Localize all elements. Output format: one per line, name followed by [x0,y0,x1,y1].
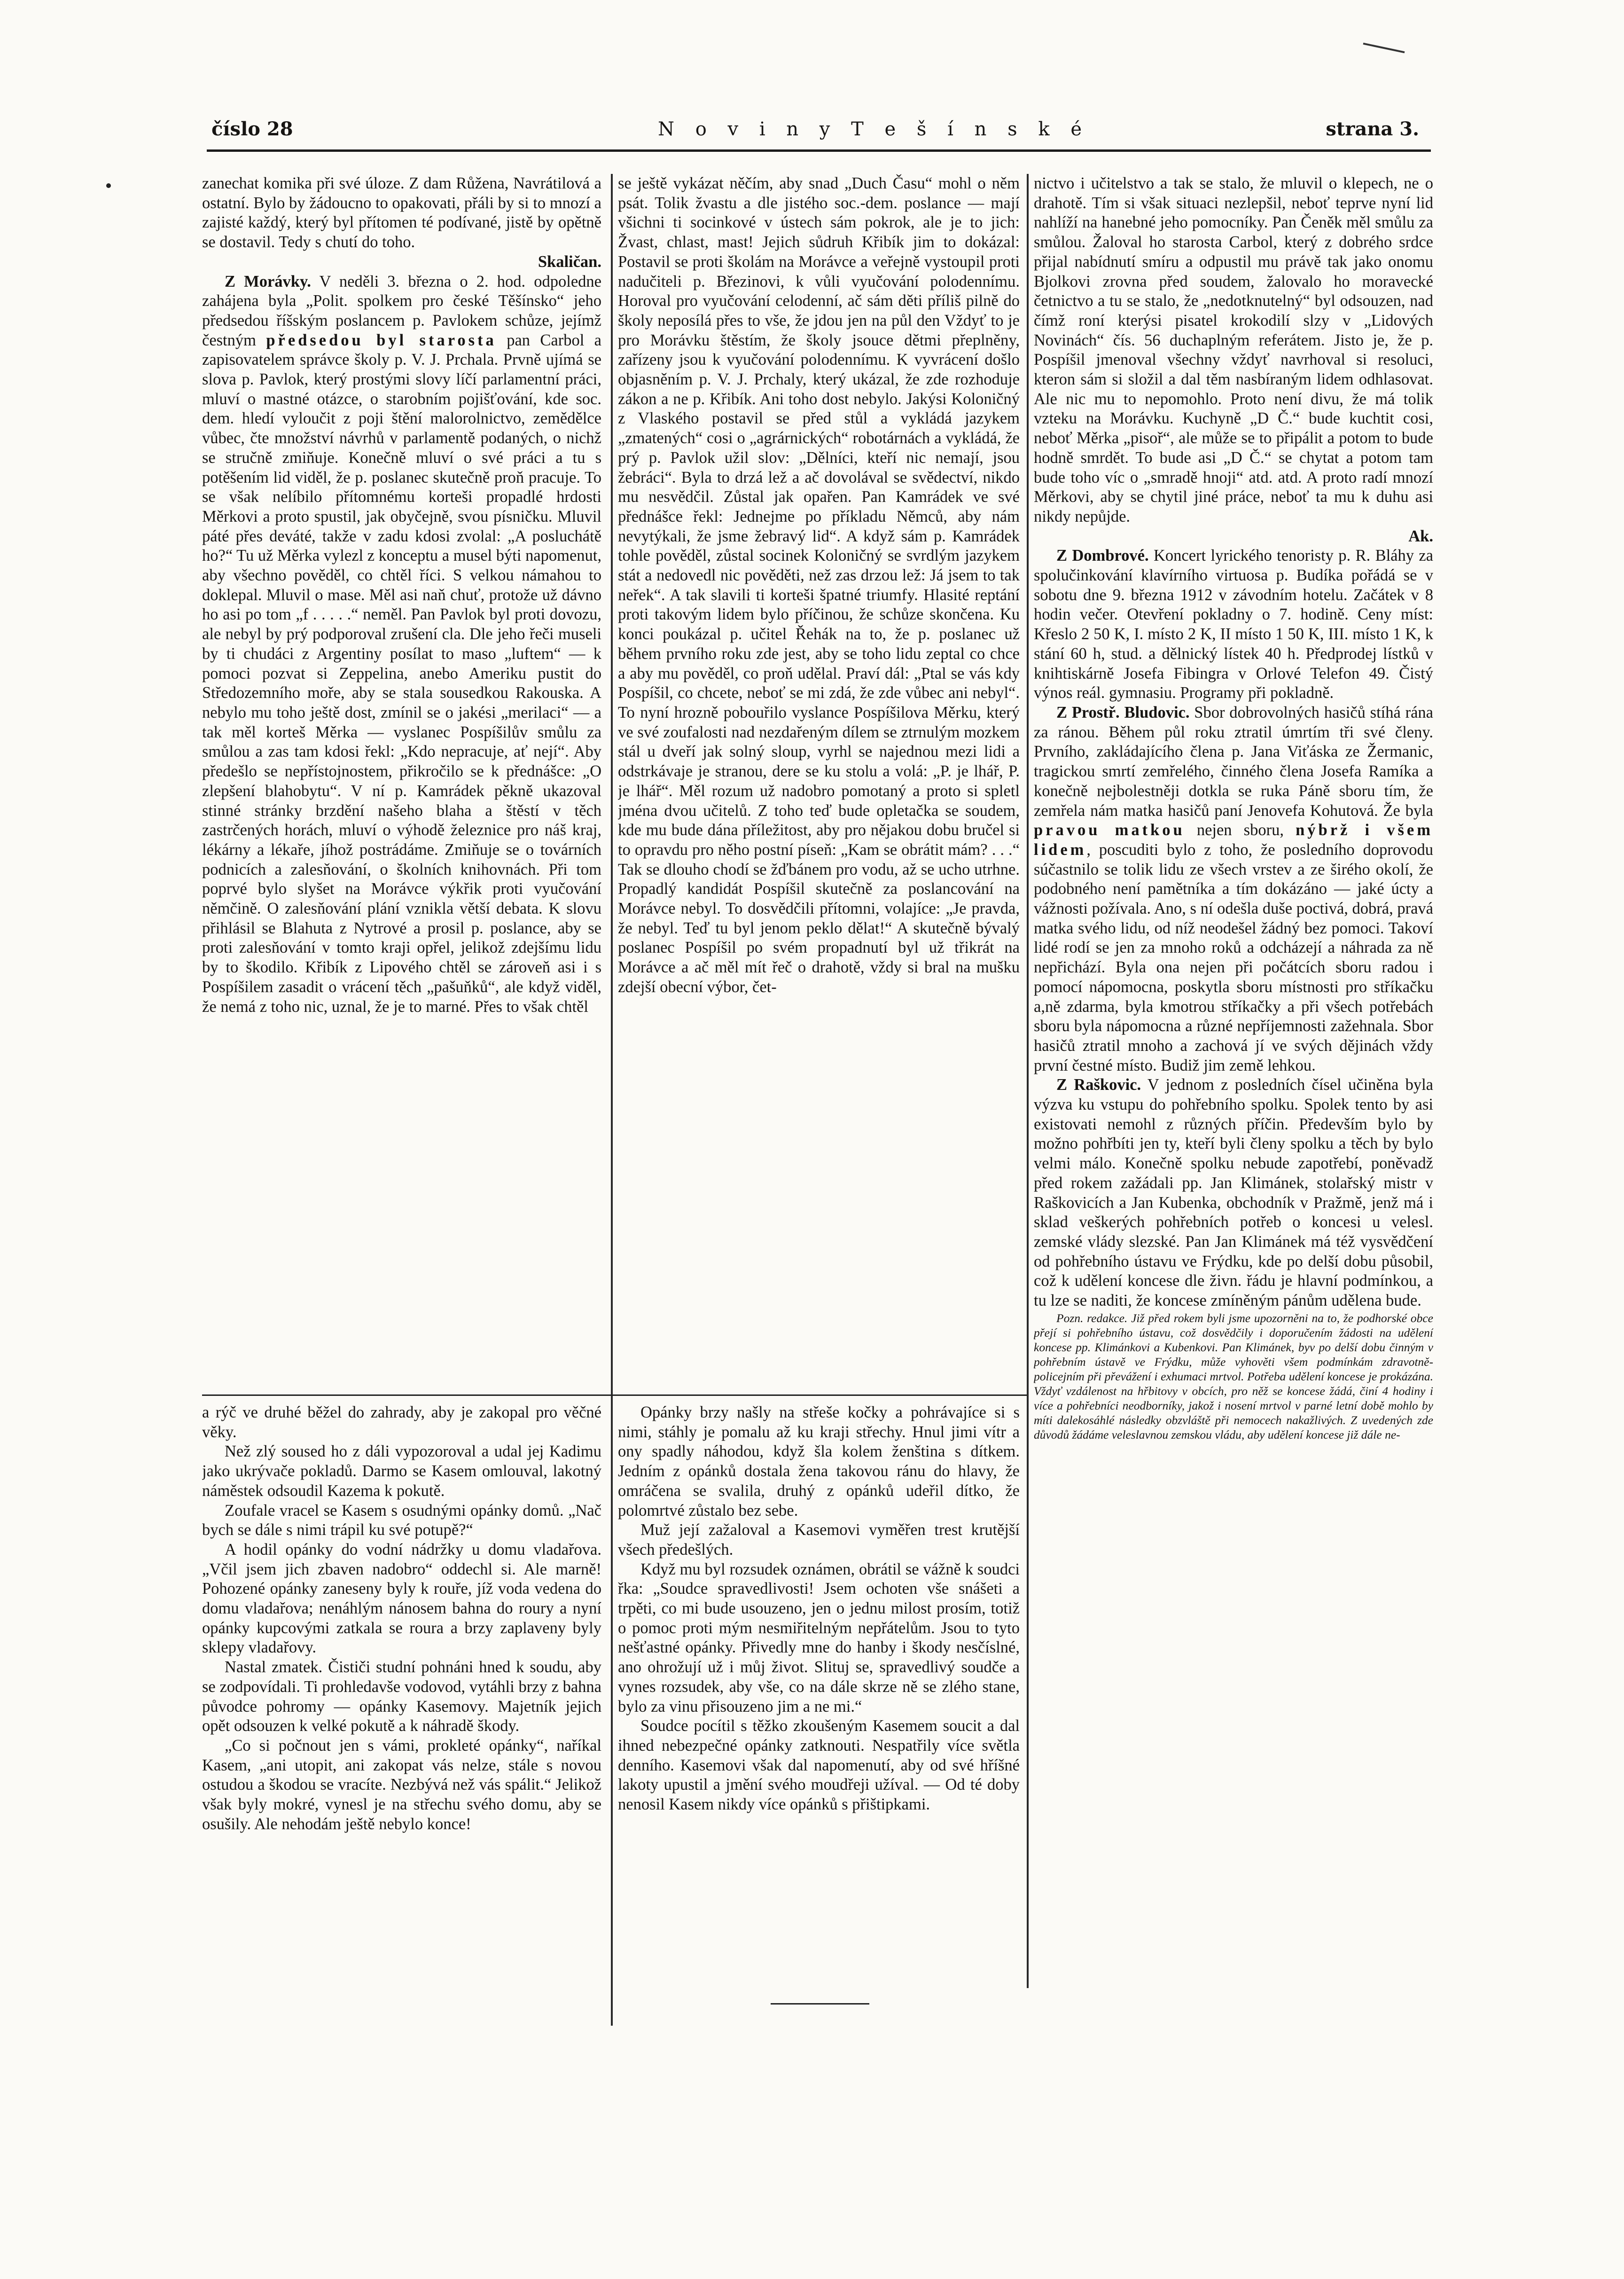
column-1-bottom [202,1403,601,2014]
article-signature: Skaličan. [538,252,601,271]
editorial-note: Pozn. redakce. Již před rokem byli jsme upozorněni na to, že podhorské obce přejí si pohřebního ústavu, což dosvědčily i doporučením žádosti na udělení koncese pp. Klimánkovi a Kubenkovi. Pan Klimánek, byv po delší dobu činným v pohřebním ústavě ve Frýdku, může vyhověti všem podmínkám zdravotně-policejním při převážení i exhumaci mrtvol. Potřeba udělení koncese je prokázána. Vždyť vzdálenost na hřbitovy v obcích, pro něž se koncese žádá, činí 4 hodiny i více a pohřebníci neodborníky, jakož i nosení mrtvol v parné letní době mohlo by míti dalekosáhlé následky obzvláště při nemocech nakažlivých. Z uvedených zde důvodů žádáme veleslavnou zemskou vládu, aby udělení koncese již dále ne- [1034,1311,1433,1441]
article-paragraph: se ještě vykázat něčím, aby snad „Duch Času“ mohl o něm psát. Tolik žvastu a dle jistého soc.-dem. poslance — mají všichni ti socinkové v ústech sám pokrok, ale je to jich: Žvast, chlast, mast! Jejich sůdruh Křibík jim to dokázal: Postavil se proti školám na Morávce a veřejně vystoupil proti nadučiteli p. Březinovi, k vůli vyučování polodennímu. Horoval pro vyučování celodenní, ač sám děti příliš pilně do školy neposílá přes to vše, že jdou jen na půl den Vždyť to je pro Morávku štěstím, že školy jsouce dětmi přeplněny, zařízeny jsou k vyučování polodennímu. K vyvrácení došlo objasněním p. V. J. Prchaly, který ukázal, že zde rozhoduje zákon a ne p. Křibík. Ani toho dost nebylo. Jakýsi Koloničný z Vlaského postavil se před stůl a vykládá jazykem „zmatených“ cosi o „agrárnických“ robotárnách a vykládá, že prý p. Pavlok užil slov: „Dělníci, kteří nic nemají, jsou žebráci“. Byla to drzá lež a ač dovolával se svědectví, nikdo mu nesvědčil. Zůstal jak opařen. Pan Kamrádek ve své přednášce řekl: Jednejme po příkladu Němců, aby nám nevytýkali, že jsme žebravý lid“. A když sám p. Kamrádek tohle pověděl, zůstal socinek Koloničný se svrdlým jazykem stát a nedovedl nic pověděti, než zas drzou lež: Já jsem to tak neřek“. A tak slavili ti korteši špatné triumfy. Hlasité reptání proti takovým lidem bylo příčinou, že schůze skončena. Ku konci poukázal p. učitel Řehák na to, že p. poslanec už během prvního roku zde jest, aby se toho lidu zeptal co chce a aby mu pověděl, co proň udělal. Praví dál: „Ptal se vás kdy Pospíšil, co chcete, neboť se mi zdá, že zde vůbec ani nebyl“. To nyní hrozně pobouřilo vyslance Pospíšilova Měrku, který ve své zoufalosti nad nezdařeným dílem se ztrnulým mozkem stál u dveří jak solný sloup, vyrhl se najednou mezi lidi a odstrkávaje je stranou, dere se ku stolu a volá: „P. je lhář, P. je lhář“. Měl rozum už nadobro pomotaný a proto si spletl jména dvou učitelů. Z toho teď bude opletačka se soudem, kde mu bude dána příležitost, aby pro nějakou dobu bručel si to opravdu pro něho postní píseň: „Kam se obrátit mám? . . .“ Tak se dlouho chodí se žďbánem pro vodu, až se ucho utrhne. Propadlý kandidát Pospíšil skutečně za poslancování na Morávce nebyl. To dosvědčili přítomni, volajíce: „Je pravda, že nebyl. Teď tu byl jenom peklo dělat!“ A skutečně bývalý poslanec Pospíšil po svém propadnutí byl už třikrát na Morávce a ač měl mít řeč o drahotě, vždy si bral na mušku zdejší obecní výbor, čet- [618,174,1020,996]
spaced-text: pravou matkou [1034,821,1185,839]
story-paragraph: A hodil opánky do vodní nádržky u domu vladařova. „Včil jsem jich zbaven nadobro“ oddechl si. Ale marně! Pohozené opánky zaneseny byly k rouře, jíž voda vedena do domu vladařova; nenáhlým nánosem bahna do roury a nyní opánky kupcovými zatkala se roura a brzy zaplaveny byly sklepy vladařovy. [202,1540,601,1657]
story-paragraph: Když mu byl rozsudek oznámen, obrátil se vážně k soudci řka: „Soudce spravedlivosti! Jsem ochoten vše snášeti a trpěti, co mi bude usouzeno, jen o jednu milost prosím, totiž o pomoc proti mým nesmiřitelným nepřátelům. Jsou to tyto nešťastné opánky. Přivedly mne do hanby i škody nesčíslné, ano ohrožují už i můj život. Slituj se, spravedlivý soudče a vynes rozsudek, aby vše, co na dále skrze ně se zlého stane, bylo za vinu přisouzeno jim a ne mi.“ [618,1560,1020,1715]
story-paragraph: Soudce pocítil s těžko zkoušeným Kasemem soucit a dal ihned nebezpečné opánky zatknouti. Nespatřily více světla denního. Kasemovi však dal napomenutí, aby od své hříšné lakoty upustil a jmění svého moudřeji užíval. — Od té doby nenosil Kasem nikdy více opánků s přištipkami. [618,1717,1020,1814]
article-dombrova [1034,546,1433,703]
article-paragraph: nictvo i učitelstvo a tak se stalo, že mluvil o klepech, ne o drahotě. Tím si však situaci nezlepšil, neboť teprve nyní lid nahlíží na hanebné jeho pomocníky. Pan Čeněk měl smůlu za smůlou. Žaloval ho starosta Carbol, který z dobrého srdce přijal nabídnutí smíru a odpustil mu právě tak jako onomu Bjolkovi zrovna před soudem, žalovalo ho moravecké četnictvo a tu se stalo, že „nedotknutelný“ byl odsouzen, nad čímž roní kterýsi pisatel krokodilí slzy v „Lidových Novinách“ čís. 56 duchaplným referátem. Jisto je, že p. Pospíšil jmenoval všechny vždyť navrhoval si resoluci, kteron sám si složil a dal těm nasbíraným lidem odhlasovat. Ale nic mu to nepomohlo. Proto není divu, že má tolik vzteku na Morávku. Kuchyně „D Č.“ bude kuchtit cosi, neboť Měrka „pisoř“, ale může se to připálit a potom to bude hodně smrdět. To bude asi „D Č.“ se chytat a potom tam bude toho víc o „smradě hnoji“ atd. atd. A proto radí mnozí Měrkovi, aby se chytil jiné práce, neboť ta mu k duhu asi nikdy nepůjde. [1034,174,1433,525]
column-rule-2 [1027,174,1029,1988]
page-header [202,113,1424,146]
story-paragraph: Než zlý soused ho z dáli vypozoroval a udal jej Kadimu jako ukrývače pokladů. Darmo se Kasem omlouval, lakotný náměstek odsoudil Kazema k pokutě. [202,1442,601,1500]
article-heading: Z Raškovic. [1056,1076,1141,1094]
column-rule-1 [611,174,613,2026]
story-paragraph: „Co si počnout jen s vámi, prokleté opánky“, naříkal Kasem, „ani utopit, ani zakopat vás nelze, stále s novou ostudou a škodou se vracíte. Nezbývá než vás spálit.“ Jelikož však byly mokré, vynesl je na střechu svého domu, aby se osušily. Ale nehodám ještě nebylo konce! [202,1736,601,1833]
article-heading: Z Prostř. Bludovic. [1056,703,1190,721]
article-text: Sbor dobrovolných hasičů stíhá rána za ránou. Během půl roku ztratil úmrtím tři své členy. Prvního, zakládajícího člena p. Jana Viťáska ze Žermanic, tragickou smrtí zemřelého, činného člena Josefa Ramíka a konečně nejbolestněji dotkla se ruka Páně sboru tím, že zemřela nám matka hasičů paní Jenovefa Kohutová. Že byla [1034,703,1433,820]
spaced-text: předsedou byl starosta [266,331,497,349]
story-paragraph: Zoufale vracel se Kasem s osudnými opánky domů. „Nač bych se dále s nimi trápil ku své potupě?“ [202,1501,601,1539]
story-paragraph: Muž její zažaloval a Kasemovi vyměřen trest krutější všech předešlých. [618,1521,1020,1558]
story-paragraph: Opánky brzy našly na střeše kočky a pohrávajíce si s nimi, stáhly je pomalu až ku kraji střechy. Hnul jimi vítr a ony spadly náhodou, když šla kolem ženština s dítkem. Jedním z opánků dostala žena takovou ránu do hlavy, že omráčena se svalila, druhý z opánků udeřil dítko, že polomrtvé zůstalo bez sebe. [618,1403,1020,1519]
article-text: nejen sboru, [1185,821,1296,839]
newspaper-title: N o v i n y T e š í n s k é [658,118,1089,140]
article-text: V neděli 3. března o 2. hod. odpoledne zahájena byla „Polit. spolkem pro české Těšínsko“ jeho předsedou říšským poslancem p. Pavlokem schůze, jejímž čestným [202,272,601,349]
article-text: pan Carbol a zapisovatelem správce školy p. V. J. Prchala. Prvně ujímá se slova p. Pavlok, který prostými slovy líčí parlamentní práci, mluví o mastné otázce, o starobním pojišťování, kde soc. dem. hledí vyloučit z poji štění malorolnictvo, zemědělce vůbec, čte množství návrhů v parlamentě podaných, o nichž se stručně zmiňuje. Konečně mluví o své práci a tu s potěšením lid viděl, že p. poslanec skutečně proň pracuje. To se však nelíbilo přítomnému korteši propadlé hrdosti Měrkovi a proto spustil, jak obyčejně, svou písničku. Mluvil páté přes deváté, takže v zadu kdosi zvolal: „A posluchátě ho?“ Tu už Měrka vylezl z konceptu a musel býti napomenut, aby všechno pověděl, co chtěl říci. S velkou námahou to doklepal. Mluvil o mase. Měl asi naň chuť, protože už dávno ho asi po tom „f . . . . .“ neměl. Pan Pavlok byl proti dovozu, ale nebyl by prý podporoval zrušení cla. Dle jeho řeči museli by ti chudáci z Argentiny posílat to maso „luftem“ — k pomoci pozvat si Zeppelina, anebo Ameriku pustit do Středozemního moře, aby se stala sousedkou Rakouska. A nebylo mu toho ještě dost, zmínil se o jakési „merilaci“ — a tak měl korteš Měrka — vyslanec Pospíšilův smůlu za smůlou a zas tam kdosi řekl: „Kdo nepracuje, ať nejí“. Aby předešlo se nepřístojnostem, přikročilo se k přednášce: „O zlepšení blahobytu“. V ní p. Kamrádek pěkně ukazoval stinné stránky brzdění našeho blaha a štěstí v těch zastrčených horách, mluví o výhodě železnice pro náš kraj, lékárny a lékaře, jíhož postrádáme. Zmiňuje se o továrních podnicích a zalesňování, o školních knihovnách. Při tom poprvé bylo slyšet na Morávce výkřik proti vyučování němčině. O zalesňování plání vznikla větší debata. K slovu přihlásil se Blahuta z Nytrové a prosil p. poslance, aby se proti zalesňování v tomto kraji opřel, jelikož zdejšímu lidu by to škodilo. Křibík z Lipového chtěl se zároveň asi i s Pospíšilem zasadit o vrácení těch „pašuňků“, ale když viděl, že nemá z toho nic, uznal, že je to marné. Přes to však chtěl [202,331,601,1016]
article-heading: Z Morávky. [225,272,311,290]
article-text: V jednom z posledních čísel učiněna byla výzva ku vstupu do pohřebního spolku. Spolek tento by asi existovati nemohl z různých příčin. Především bylo by možno pohřbíti jen ty, kteří byli členy spolku a těch by bylo velmi málo. Konečně spolku nebude zapotřebí, poněvadž před rokem zažádali pp. Jan Klimánek, stolařský mistr v Raškovicích a Jan Kubenka, obchodník v Pražmě, jenž má i sklad veškerých pohřebních potřeb o koncesi u velesl. zemské vlády slezské. Pan Jan Klimánek má též vysvědčení od pohřebního ústavu ve Frýdku, kde po delší dobu působil, což k udělení koncese dle živn. řádu je hlavní podmínkou, a tu lze se naditi, že koncese zmíněným pánům udělena bude. [1034,1076,1433,1310]
page-number: strana 3. [1326,118,1419,140]
header-rule [207,149,1431,152]
article-raskovice [1034,1075,1433,1310]
spaced-text: nýbrž i všem lidem [1034,821,1433,859]
story-paragraph: a rýč ve druhé běžel do zahrady, aby je zakopal pro věčné věky. [202,1403,601,1441]
scan-speck [106,183,111,188]
scan-speck [1363,43,1405,54]
column-3 [1034,174,1433,2012]
article-moravka [202,272,601,1017]
issue-number: číslo 28 [211,118,293,140]
story-paragraph: Nastal zmatek. Čističi studní pohnáni hned k soudu, aby se zodpovídali. Ti prohledavše vodovod, vytáhli brzy z bahna původce pohromy — opánky Kasemovy. Majetník jejich opět odsouzen k velké pokutě a k náhradě škody. [202,1658,601,1735]
article-signature: Ak. [1408,527,1433,545]
article-text: Koncert lyrického tenoristy p. R. Bláhy za spolučinkování klavírního virtuosa p. Budíka pořádá se v sobotu dne 9. března 1912 v závodním hotelu. Začátek v 8 hodin večer. Otevření pokladny o 7. hodině. Ceny míst: Křeslo 2 50 K, I. místo 2 K, II místo 1 50 K, III. místo 1 K, k stání 60 h, stud. a dělnický lístek 40 h. Předprodej lístků v knihtiskárně Josefa Fibingra v Orlové Telefon 49. Čistý výnos reál. gymnasiu. Programy při pokladně. [1034,547,1433,702]
article-heading: Z Dombrové. [1056,547,1149,565]
column-1-top [202,174,601,1389]
end-of-story-rule [771,2003,869,2005]
column-2-bottom [618,1403,1020,1997]
column-2-top [618,174,1020,1389]
article-bludovice [1034,703,1433,1075]
article-text: , poscuditi bylo z toho, že posledního doprovodu súčastnilo se tolik lidu ze všech vrstev a ze širého okolí, že podobného není pamětníka a tím dokázáno — jaké úcty a vážnosti požívala. Ano, s ní odešla duše poctivá, dobrá, pravá matka svého lidu, od níž neodešel žádný bez pomoci. Takoví lidé rodí se jen za mnoho roků a odcházejí a náhrada za ně nepřichází. Byla ona nejen při počátcích sboru radou i pomocí nápomocna, poskytla sboru místnosti pro stříkačku a,ně zdarma, byla kmotrou stříkačky a při všech potřebách sboru byla nápomocna a různé nepříjemnosti zažehnala. Sbor hasičů ztratil mnoho a zachová jí ve svých dějinách vždy první čestné místo. Budiž jim země lehkou. [1034,840,1433,1074]
section-divider [202,1394,1027,1396]
article-paragraph: zanechat komika při své úloze. Z dam Růžena, Navrátilová a ostatní. Bylo by žádoucno to opakovati, přáli by si to mnozí a zajisté každý, který byl přítomen té podívané, jistě by opětně se dostavil. Tedy s chutí do toho. [202,174,601,251]
